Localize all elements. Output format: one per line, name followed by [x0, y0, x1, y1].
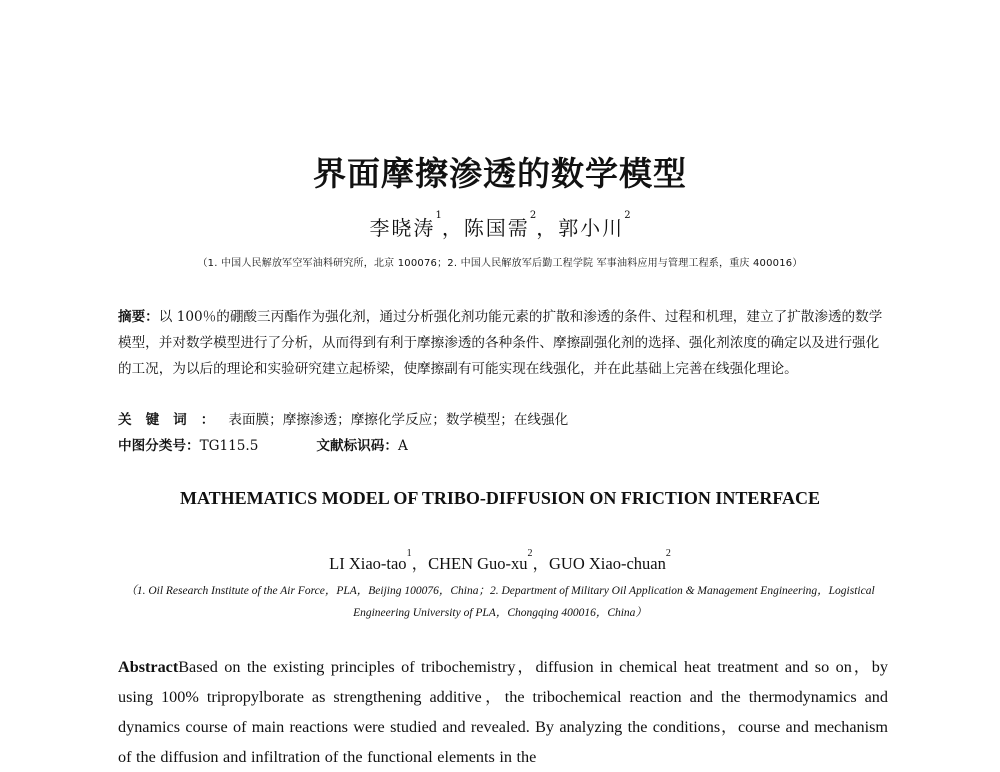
- doc-code-label: 文献标识码：: [316, 438, 398, 454]
- author-separator: ，: [441, 216, 464, 240]
- abstract-cn-label: 摘要：: [118, 309, 159, 325]
- abstract-cn-text: 以 100％的硼酸三丙酯作为强化剂，通过分析强化剂功能元素的扩散和渗透的条件、过程和机理，建立了扩散渗透的数学模型，并对数学模型进行了分析，从而得到有利于摩擦渗透的各种条件、摩擦副强化剂的选择、强化剂浓度的确定以及进行强化的工况，为以后的理论和实验研究建立起桥梁，使摩擦副有可能实现在线强化，并在此基础上完善在线强化理论。: [118, 309, 883, 377]
- authors-cn: [0, 212, 1000, 241]
- author-en-1: LI Xiao-tao: [329, 554, 407, 573]
- author-en-2: CHEN Guo-xu: [428, 554, 528, 573]
- author-cn-1-affil: 1: [435, 210, 442, 221]
- clc-label: 中图分类号：: [118, 438, 200, 454]
- author-en-3: GUO Xiao-chuan: [549, 554, 666, 573]
- author-cn-2: 陈国需: [463, 216, 530, 240]
- author-separator: ，: [411, 554, 429, 573]
- abstract-en-label: Abstract: [118, 658, 179, 676]
- author-en-1-affil: 1: [406, 548, 412, 559]
- paper-title-en: MATHEMATICS MODEL OF TRIBO-DIFFUSION ON FRICTION INTERFACE: [179, 488, 821, 508]
- author-separator: ，: [536, 216, 559, 240]
- affiliation-cn: （1. 中国人民解放军空军油料研究所，北京 100076；2. 中国人民解放军后勤工程学院 军事油料应用与管理工程系，重庆 400016）: [197, 258, 803, 269]
- keywords-cn: [118, 410, 886, 430]
- author-cn-1: 李晓涛: [369, 216, 436, 240]
- clc-value: TG115.5: [199, 438, 259, 454]
- classification-line: [118, 436, 886, 456]
- author-cn-3: 郭小川: [558, 216, 625, 240]
- keywords-cn-text: 表面膜；摩擦渗透；摩擦化学反应；数学模型；在线强化: [228, 412, 569, 428]
- author-separator: ，: [532, 554, 550, 573]
- paper-title-cn: 界面摩擦渗透的数学模型: [313, 154, 687, 193]
- affiliation-en: （1. Oil Research Institute of the Air Force，PLA，Beijing 100076，China；2. Department of Military Oil Application & Management Engineering，Logistical Engineering University of PLA，Chongqing 400016，China）: [125, 585, 875, 619]
- abstract-en-text: Based on the existing principles of tribochemistry，diffusion in chemical heat treatment and so on，by using 100% tripropylborate as strengthening additive，the tribochemical reaction and the thermodynamics and dynamics course of main reactions were studied and revealed. By analyzing the conditions，course and mechanism of the diffusion and infiltration of the functional elements in the: [118, 658, 888, 766]
- author-en-3-affil: 2: [665, 548, 671, 559]
- abstract-cn: [118, 304, 886, 382]
- author-cn-2-affil: 2: [529, 210, 537, 221]
- keywords-cn-label: 关键词：: [118, 412, 229, 428]
- author-cn-3-affil: 2: [624, 210, 631, 221]
- doc-code-value: A: [397, 438, 408, 454]
- abstract-en: [118, 652, 888, 772]
- author-en-2-affil: 2: [527, 548, 533, 559]
- authors-en: [0, 550, 1000, 574]
